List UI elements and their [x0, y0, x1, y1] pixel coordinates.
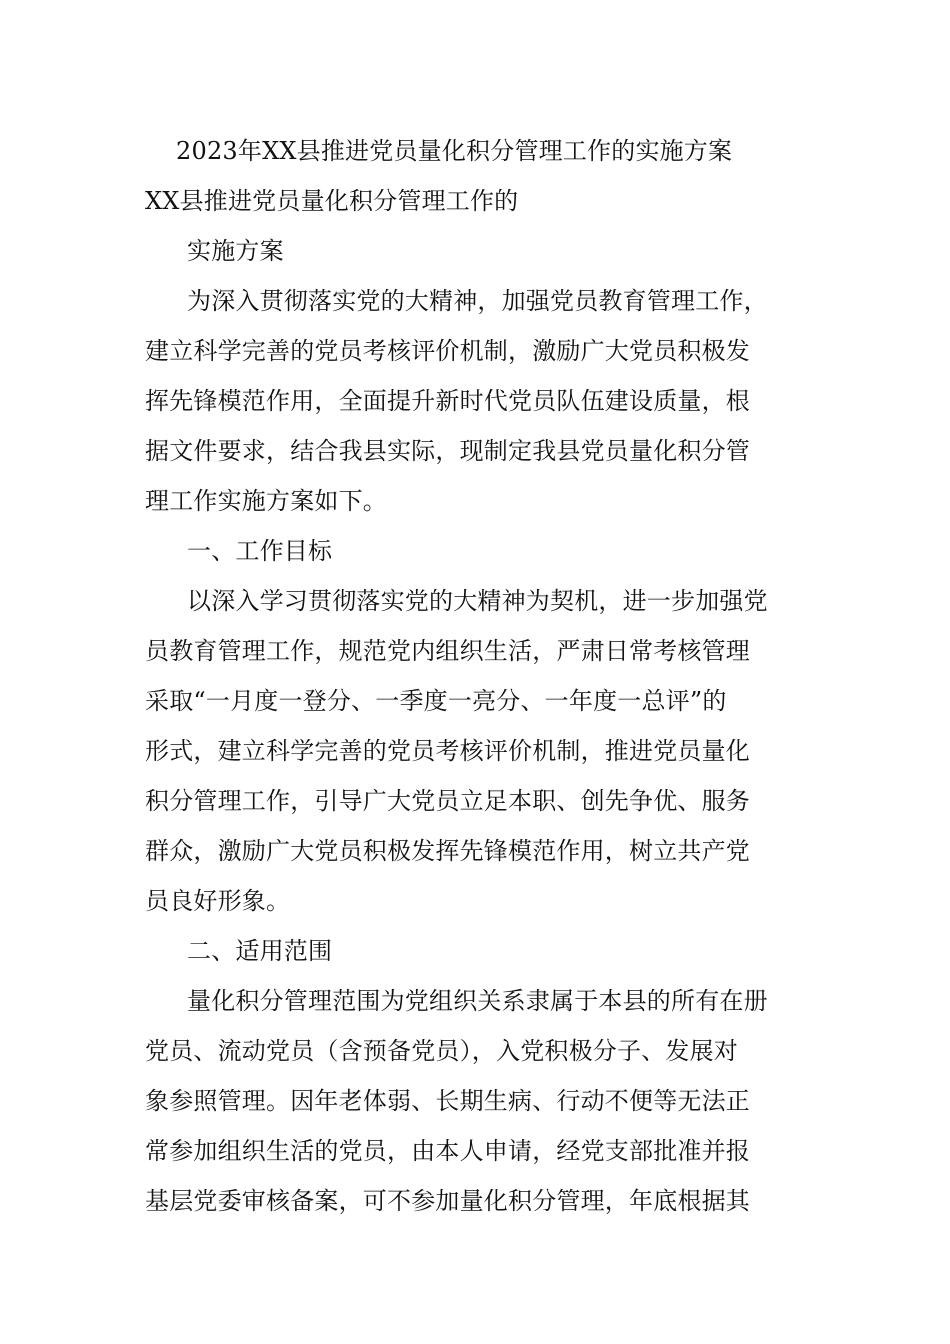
section-heading: 二、适用范围 [187, 937, 333, 965]
intro-line: 据文件要求，结合我县实际，现制定我县党员量化积分管 [145, 437, 750, 465]
document-subtitle-cont: 实施方案 [187, 237, 284, 265]
section-line: 积分管理工作，引导广大党员立足本职、创先争优、服务 [145, 787, 750, 815]
intro-line: 挥先锋模范作用，全面提升新时代党员队伍建设质量，根 [145, 387, 750, 415]
intro-line: 理工作实施方案如下。 [145, 487, 387, 515]
document-title: 2023年XX县推进党员量化积分管理工作的实施方案 [176, 137, 733, 165]
document-subtitle: XX县推进党员量化积分管理工作的 [145, 187, 519, 215]
section-line: 群众，激励广大党员积极发挥先锋模范作用，树立共产党 [145, 837, 750, 865]
section-line: 党员、流动党员（含预备党员），入党积极分子、发展对 [145, 1037, 738, 1065]
section-line: 员教育管理工作，规范党内组织生活，严肃日常考核管理 [145, 637, 750, 665]
section-line: 形式，建立科学完善的党员考核评价机制，推进党员量化 [145, 737, 750, 765]
section-heading: 一、工作目标 [187, 537, 333, 565]
section-line: 象参照管理。因年老体弱、长期生病、行动不便等无法正 [145, 1087, 750, 1115]
intro-line: 为深入贯彻落实党的大精神，加强党员教育管理工作， [187, 287, 768, 315]
intro-line: 建立科学完善的党员考核评价机制，激励广大党员积极发 [145, 337, 750, 365]
section-line: 常参加组织生活的党员，由本人申请，经党支部批准并报 [145, 1137, 750, 1165]
section-line: 采取“一月度一登分、一季度一亮分、一年度一总评”的 [145, 687, 727, 715]
section-line: 基层党委审核备案，可不参加量化积分管理，年底根据其 [145, 1187, 750, 1215]
section-line: 量化积分管理范围为党组织关系隶属于本县的所有在册 [187, 987, 768, 1015]
section-line: 以深入学习贯彻落实党的大精神为契机，进一步加强党 [187, 587, 768, 615]
section-line: 员良好形象。 [145, 887, 291, 915]
